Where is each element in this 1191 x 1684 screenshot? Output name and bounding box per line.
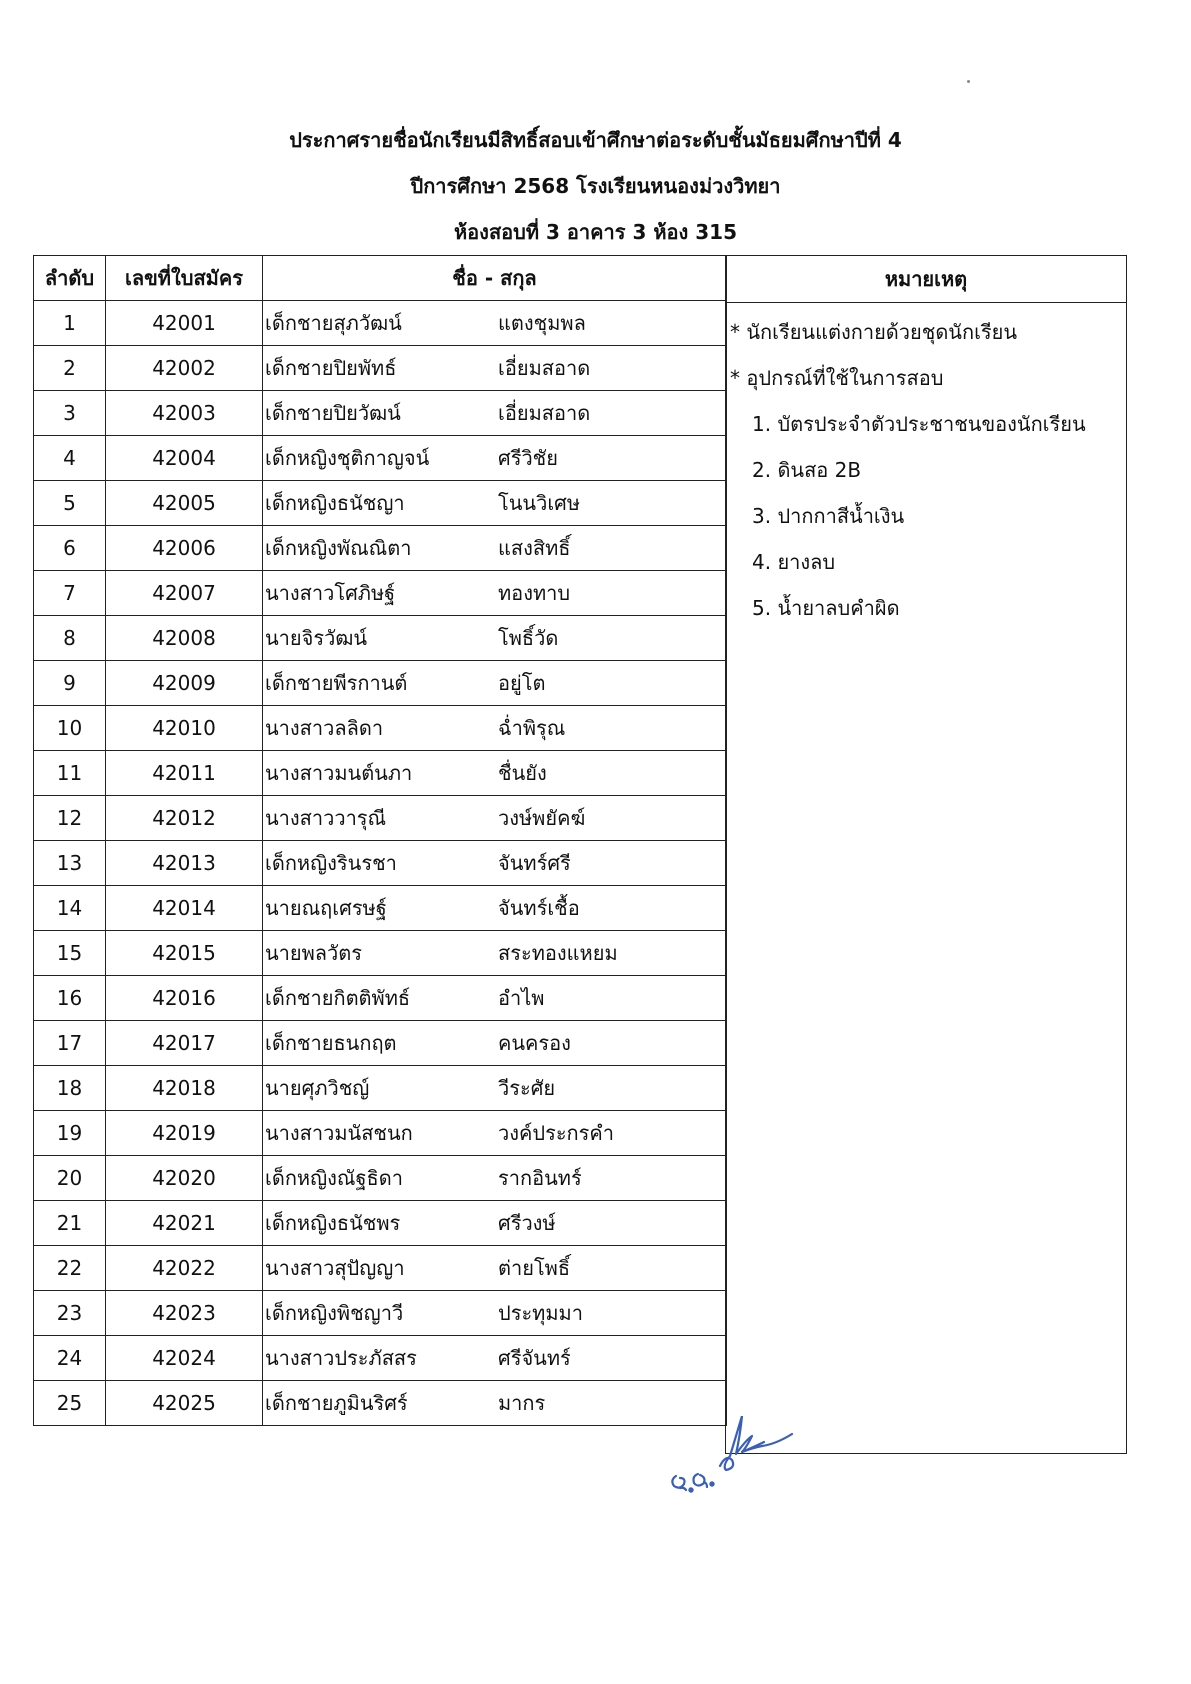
row-first-name: เด็กชายธนกฤต xyxy=(265,1031,397,1055)
table-row xyxy=(34,391,727,436)
row-last-name: ฉ่ำพิรุณ xyxy=(498,716,566,740)
row-fullname xyxy=(263,436,727,481)
row-last-name: โพธิ์วัด xyxy=(498,626,559,650)
row-last-name: เอี่ยมสอาด xyxy=(498,356,591,380)
row-fullname xyxy=(263,301,727,346)
row-last-name: เอี่ยมสอาด xyxy=(498,401,591,425)
table-row xyxy=(34,436,727,481)
row-application-no: 42010 xyxy=(106,706,263,751)
row-fullname xyxy=(263,346,727,391)
row-order: 16 xyxy=(34,976,106,1021)
row-last-name: วงษ์พยัคฆ์ xyxy=(498,806,586,830)
row-last-name: ต่ายโพธิ์ xyxy=(498,1256,571,1280)
row-application-no: 42009 xyxy=(106,661,263,706)
row-fullname xyxy=(263,796,727,841)
table-row xyxy=(34,346,727,391)
header-application-no: เลขที่ใบสมัคร xyxy=(106,256,263,301)
row-application-no: 42003 xyxy=(106,391,263,436)
table-row xyxy=(34,1336,727,1381)
remarks-body xyxy=(726,303,1126,631)
table-body xyxy=(34,301,727,1426)
row-last-name: มากร xyxy=(498,1391,546,1415)
row-first-name: เด็กชายสุภวัฒน์ xyxy=(265,311,402,335)
row-last-name: ศรีวิชัย xyxy=(498,446,558,470)
row-application-no: 42007 xyxy=(106,571,263,616)
row-application-no: 42019 xyxy=(106,1111,263,1156)
row-last-name: รากอินทร์ xyxy=(498,1166,582,1190)
row-last-name: ศรีจันทร์ xyxy=(498,1346,571,1370)
row-application-no: 42020 xyxy=(106,1156,263,1201)
table-row xyxy=(34,1021,727,1066)
table-row xyxy=(34,796,727,841)
row-last-name: สระทองแหยม xyxy=(498,941,618,965)
row-order: 2 xyxy=(34,346,106,391)
row-first-name: เด็กหญิงณัฐธิดา xyxy=(265,1166,403,1190)
header-order: ลำดับ xyxy=(34,256,106,301)
row-first-name: เด็กชายภูมินริศร์ xyxy=(265,1391,408,1415)
row-order: 3 xyxy=(34,391,106,436)
row-application-no: 42012 xyxy=(106,796,263,841)
row-order: 23 xyxy=(34,1291,106,1336)
document-title: ประกาศรายชื่อนักเรียนมีสิทธิ์สอบเข้าศึกษาต่อระดับชั้นมัธยมศึกษาปีที่ 4 xyxy=(289,128,902,152)
table-row xyxy=(34,1381,727,1426)
table-row xyxy=(34,616,727,661)
student-table-container xyxy=(33,255,727,1426)
row-application-no: 42017 xyxy=(106,1021,263,1066)
row-application-no: 42002 xyxy=(106,346,263,391)
row-last-name: อยู่โต xyxy=(498,671,546,695)
row-last-name: แตงชุมพล xyxy=(498,311,586,335)
table-row xyxy=(34,1291,727,1336)
row-order: 22 xyxy=(34,1246,106,1291)
row-last-name: ทองทาบ xyxy=(498,581,571,605)
row-first-name: เด็กหญิงธนัชญา xyxy=(265,491,405,515)
table-row xyxy=(34,661,727,706)
row-order: 21 xyxy=(34,1201,106,1246)
remarks-header: หมายเหตุ xyxy=(726,256,1126,303)
row-application-no: 42025 xyxy=(106,1381,263,1426)
row-application-no: 42015 xyxy=(106,931,263,976)
table-row xyxy=(34,751,727,796)
row-application-no: 42006 xyxy=(106,526,263,571)
row-last-name: วงค์ประกรคำ xyxy=(498,1121,615,1145)
exam-room-heading: ห้องสอบที่ 3 อาคาร 3 ห้อง 315 xyxy=(453,220,737,244)
row-fullname xyxy=(263,1111,727,1156)
row-fullname xyxy=(263,1336,727,1381)
row-order: 8 xyxy=(34,616,106,661)
row-first-name: นายจิรวัฒน์ xyxy=(265,626,368,650)
row-last-name: ชื่นยัง xyxy=(498,761,547,785)
table-row xyxy=(34,571,727,616)
row-application-no: 42016 xyxy=(106,976,263,1021)
row-application-no: 42001 xyxy=(106,301,263,346)
row-order: 20 xyxy=(34,1156,106,1201)
row-order: 18 xyxy=(34,1066,106,1111)
remark-item: 1. บัตรประจำตัวประชาชนของนักเรียน xyxy=(752,412,1086,436)
row-first-name: นายศุภวิชญ์ xyxy=(265,1076,370,1100)
row-first-name: เด็กชายพีรกานต์ xyxy=(265,671,408,695)
table-row xyxy=(34,841,727,886)
remark-item: 2. ดินสอ 2B xyxy=(752,458,862,482)
row-first-name: เด็กหญิงชุติกาญจน์ xyxy=(265,446,430,470)
row-fullname xyxy=(263,1201,727,1246)
row-fullname xyxy=(263,706,727,751)
remark-note: * นักเรียนแต่งกายด้วยชุดนักเรียน xyxy=(730,320,1018,344)
row-fullname xyxy=(263,571,727,616)
student-table xyxy=(33,255,727,1426)
row-first-name: เด็กหญิงธนัชพร xyxy=(265,1211,401,1235)
row-fullname xyxy=(263,391,727,436)
row-last-name: คนครอง xyxy=(498,1031,571,1055)
row-order: 1 xyxy=(34,301,106,346)
row-application-no: 42022 xyxy=(106,1246,263,1291)
remark-note: * อุปกรณ์ที่ใช้ในการสอบ xyxy=(730,366,944,390)
table-row xyxy=(34,706,727,751)
remark-item: 5. น้ำยาลบคำผิด xyxy=(752,596,900,620)
row-first-name: เด็กหญิงพิชญาวี xyxy=(265,1301,404,1325)
row-fullname xyxy=(263,1156,727,1201)
row-first-name: นางสาวโศภิษฐ์ xyxy=(265,581,396,605)
row-first-name: นางสาวมนต์นภา xyxy=(265,761,413,785)
row-order: 13 xyxy=(34,841,106,886)
row-first-name: นางสาวสุปัญญา xyxy=(265,1256,405,1280)
row-order: 14 xyxy=(34,886,106,931)
row-fullname xyxy=(263,841,727,886)
row-fullname xyxy=(263,1021,727,1066)
row-last-name: แสงสิทธิ์ xyxy=(498,536,571,560)
row-first-name: เด็กหญิงพัณณิตา xyxy=(265,536,412,560)
row-order: 11 xyxy=(34,751,106,796)
row-first-name: นางสาวลลิดา xyxy=(265,716,384,740)
row-application-no: 42011 xyxy=(106,751,263,796)
row-application-no: 42008 xyxy=(106,616,263,661)
table-row xyxy=(34,526,727,571)
row-fullname xyxy=(263,886,727,931)
table-row xyxy=(34,976,727,1021)
row-order: 19 xyxy=(34,1111,106,1156)
document-subtitle: ปีการศึกษา 2568 โรงเรียนหนองม่วงวิทยา xyxy=(410,174,781,198)
row-application-no: 42018 xyxy=(106,1066,263,1111)
row-first-name: นายณฤเศรษฐ์ xyxy=(265,896,387,920)
header-fullname: ชื่อ - สกุล xyxy=(263,256,727,301)
table-row xyxy=(34,1246,727,1291)
row-application-no: 42023 xyxy=(106,1291,263,1336)
row-last-name: โนนวิเศษ xyxy=(498,491,581,515)
row-last-name: ประทุมมา xyxy=(498,1301,583,1325)
row-first-name: เด็กชายปิยวัฒน์ xyxy=(265,401,401,425)
table-row xyxy=(34,1066,727,1111)
remark-item: 4. ยางลบ xyxy=(752,550,836,574)
row-last-name: จันทร์เชื้อ xyxy=(498,896,580,920)
row-order: 4 xyxy=(34,436,106,481)
row-fullname xyxy=(263,751,727,796)
table-row xyxy=(34,481,727,526)
table-row xyxy=(34,1111,727,1156)
row-fullname xyxy=(263,1066,727,1111)
row-fullname xyxy=(263,931,727,976)
row-order: 7 xyxy=(34,571,106,616)
row-last-name: จันทร์ศรี xyxy=(498,851,571,875)
row-application-no: 42024 xyxy=(106,1336,263,1381)
row-first-name: เด็กชายกิตติพัทธ์ xyxy=(265,986,411,1010)
scan-speck xyxy=(967,80,970,83)
row-fullname xyxy=(263,526,727,571)
row-application-no: 42021 xyxy=(106,1201,263,1246)
row-order: 24 xyxy=(34,1336,106,1381)
row-fullname xyxy=(263,1381,727,1426)
row-fullname xyxy=(263,661,727,706)
row-last-name: วีระศัย xyxy=(498,1076,556,1100)
table-row xyxy=(34,886,727,931)
row-order: 6 xyxy=(34,526,106,571)
table-row xyxy=(34,1201,727,1246)
row-order: 12 xyxy=(34,796,106,841)
row-order: 5 xyxy=(34,481,106,526)
row-order: 17 xyxy=(34,1021,106,1066)
row-fullname xyxy=(263,1291,727,1336)
row-order: 10 xyxy=(34,706,106,751)
row-first-name: นางสาวมนัสชนก xyxy=(265,1121,413,1145)
row-first-name: นางสาววารุณี xyxy=(265,806,387,830)
handwritten-signature xyxy=(660,1416,800,1516)
row-order: 9 xyxy=(34,661,106,706)
table-row xyxy=(34,301,727,346)
row-order: 25 xyxy=(34,1381,106,1426)
table-header-row xyxy=(34,256,727,301)
row-fullname xyxy=(263,1246,727,1291)
row-last-name: อำไพ xyxy=(498,986,545,1010)
row-application-no: 42014 xyxy=(106,886,263,931)
row-application-no: 42013 xyxy=(106,841,263,886)
row-application-no: 42005 xyxy=(106,481,263,526)
row-first-name: เด็กหญิงรินรชา xyxy=(265,851,397,875)
row-order: 15 xyxy=(34,931,106,976)
remark-item: 3. ปากกาสีน้ำเงิน xyxy=(752,504,905,528)
remarks-panel xyxy=(725,255,1127,1454)
row-first-name: นายพลวัตร xyxy=(265,941,363,965)
table-row xyxy=(34,931,727,976)
table-row xyxy=(34,1156,727,1201)
row-application-no: 42004 xyxy=(106,436,263,481)
row-last-name: ศรีวงษ์ xyxy=(498,1211,556,1235)
row-first-name: เด็กชายปิยพัทธ์ xyxy=(265,356,397,380)
row-fullname xyxy=(263,976,727,1021)
row-first-name: นางสาวประภัสสร xyxy=(265,1346,417,1370)
row-fullname xyxy=(263,481,727,526)
row-fullname xyxy=(263,616,727,661)
